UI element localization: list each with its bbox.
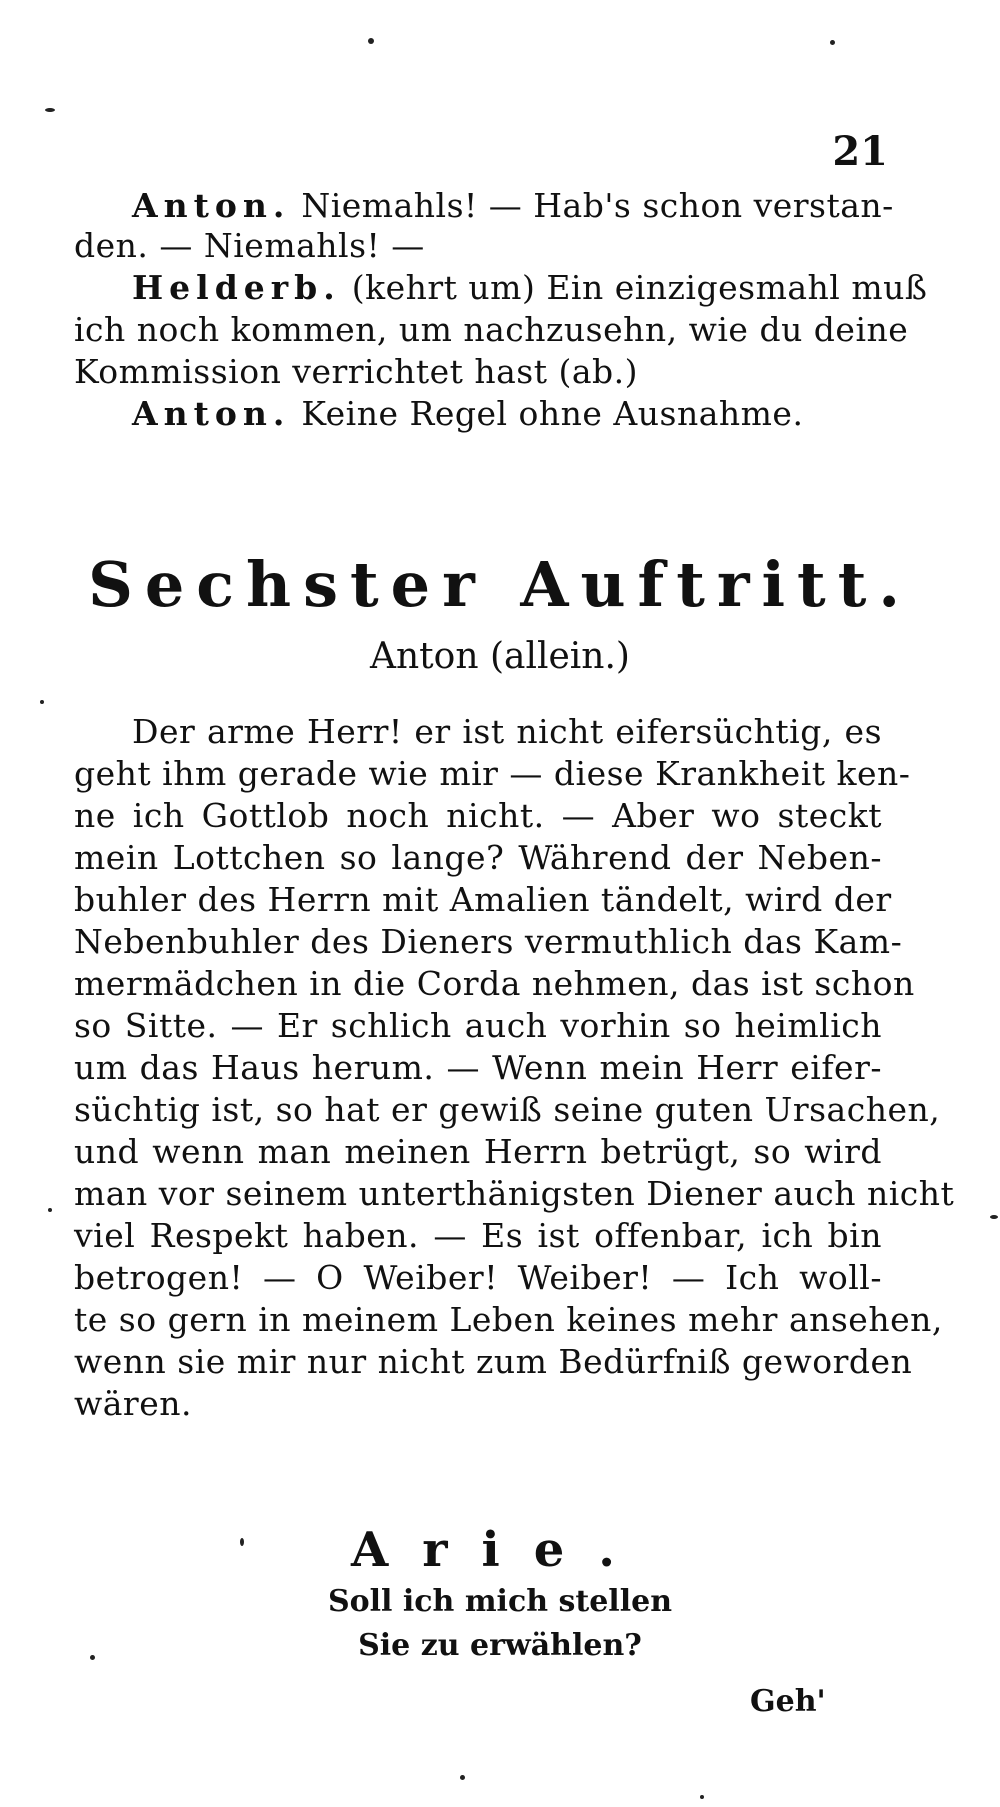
paragraph-line: mein Lottchen so lange? Während der Neben- [74,838,882,877]
verse-line: Soll ich mich stellen [327,1584,673,1619]
dialogue-text: Kommission verrichtet hast (ab.) [74,352,639,391]
dialogue-text: Niemahls! — Hab's schon verstan- [301,186,894,225]
catchword: Geh' [750,1684,826,1719]
scan-speck [368,38,374,44]
speaker-name: Anton. [132,394,291,433]
dialogue-text: ich noch kommen, um nachzusehn, wie du deine [74,310,909,349]
paragraph-line: wären. [74,1384,192,1423]
scan-speck [700,1795,704,1799]
aria-heading: Arie. [350,1522,649,1578]
paragraph-line: Der arme Herr! er ist nicht eifersüchtig, es [132,712,882,751]
dialogue-line [74,352,638,391]
dialogue-line [74,226,425,265]
paragraph-line: viel Respekt haben. — Es ist offenbar, ich bin [74,1216,882,1255]
dialogue-line [74,310,908,349]
paragraph-line: ne ich Gottlob noch nicht. — Aber wo steckt [74,796,882,835]
speaker-name: Helderb. [132,268,341,307]
speaker-name: Anton. [132,186,291,225]
paragraph-line: und wenn man meinen Herrn betrügt, so wird [74,1132,882,1171]
scan-speck [90,1655,95,1660]
scan-speck [240,1538,244,1546]
scan-speck [460,1775,465,1780]
scan-speck [830,40,835,45]
scan-speck [45,108,55,112]
paragraph-line: um das Haus herum. — Wenn mein Herr eifer- [74,1048,882,1087]
scan-speck [990,1215,998,1219]
paragraph-line: wenn sie mir nur nicht zum Bedürfniß geworden [74,1342,913,1381]
paragraph-line: geht ihm gerade wie mir — diese Krankheit ken- [74,754,911,793]
dialogue-text: den. — Niemahls! — [74,226,425,265]
paragraph-line: te so gern in meinem Leben keines mehr ansehen, [74,1300,943,1339]
verse-line: Sie zu erwählen? [358,1628,642,1663]
dialogue-line [132,186,894,225]
paragraph-line: buhler des Herrn mit Amalien tändelt, wird der [74,880,892,919]
dialogue-text: Keine Regel ohne Ausnahme. [301,394,804,433]
dialogue-line [132,268,927,307]
paragraph-line: man vor seinem unterthänigsten Diener auch nicht [74,1174,955,1213]
page-number: 21 [832,128,888,175]
paragraph-line: betrogen! — O Weiber! Weiber! — Ich woll- [74,1258,882,1297]
paragraph-line: so Sitte. — Er schlich auch vorhin so heimlich [74,1006,882,1045]
paragraph-line: Nebenbuhler des Dieners vermuthlich das Kam- [74,922,903,961]
dialogue-line [132,394,803,433]
scene-subtitle: Anton (allein.) [370,636,630,677]
paragraph-line: süchtig ist, so hat er gewiß seine guten Ursachen, [74,1090,941,1129]
dialogue-text: (kehrt um) Ein einzigesmahl muß [351,268,928,307]
scan-speck [48,1208,52,1212]
paragraph-line: mermädchen in die Corda nehmen, das ist schon [74,964,915,1003]
scene-title: Sechster Auftritt. [88,548,912,621]
scan-speck [40,700,44,704]
